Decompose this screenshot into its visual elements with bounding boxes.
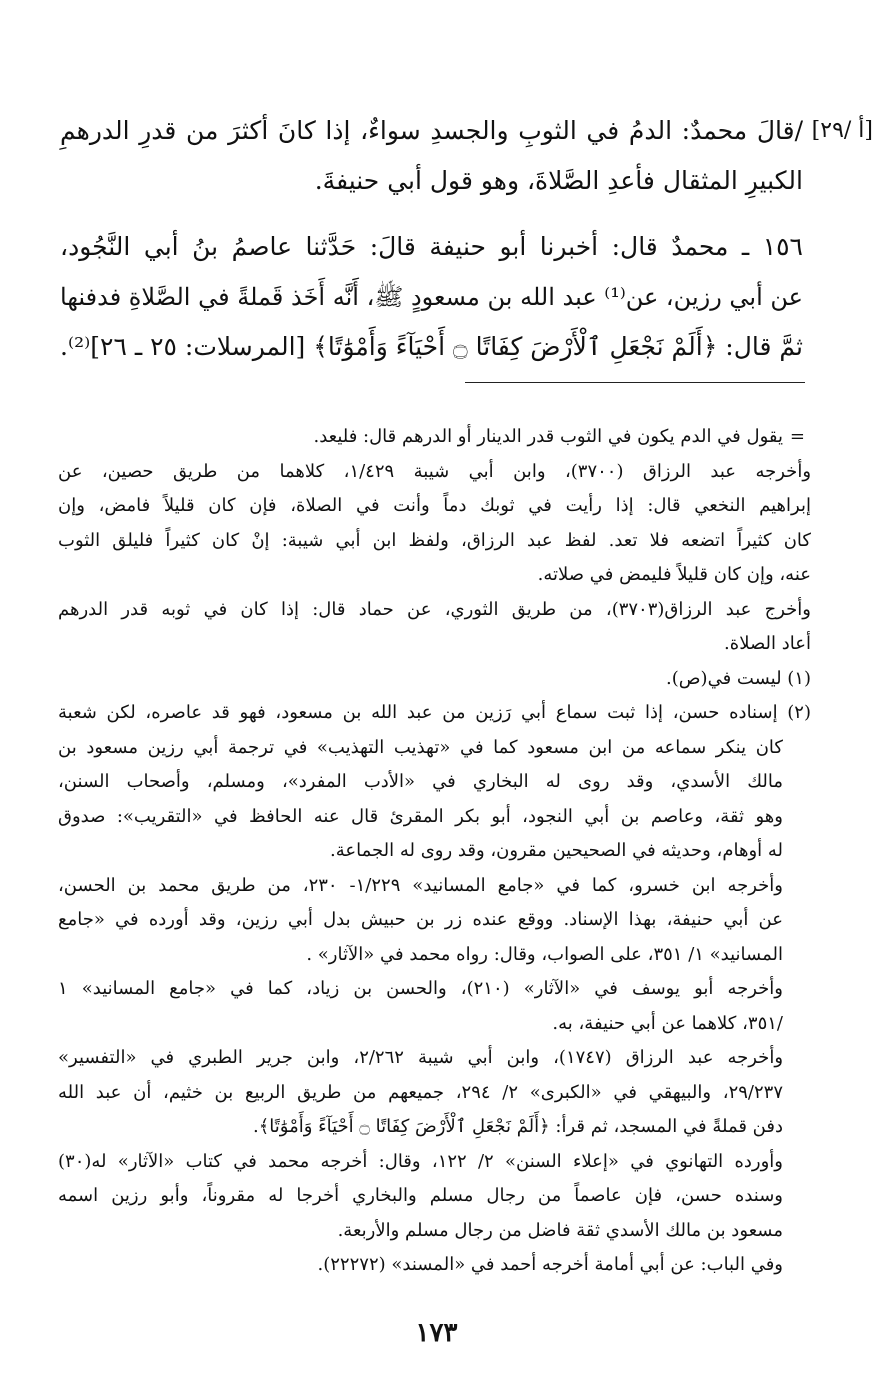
- footnote-line: وأخرجه أبو يوسف في «الآثار» (٢١٠)، والحسن بن زياد، كما في «جامع المسانيد» ١: [58, 978, 783, 999]
- footnote-line: وأخرجه ابن خسرو، كما في «جامع المسانيد» ١/٢٢٩- ٢٣٠، من طريق محمد بن الحسن،: [58, 874, 783, 896]
- footnote-line: كان ينكر سماعه من ابن مسعود كما في «تهذيب التهذيب» في ترجمة أبي رزين مسعود بن: [58, 736, 783, 758]
- footnote-line: وفي الباب: عن أبي أمامة أخرجه أحمد في «المسند» (٢٢٢٧٢).: [317, 1254, 783, 1275]
- footnote-line: مالك الأسدي، وقد روى له البخاري في «الأدب المفرد»، ومسلم، وأصحاب السنن،: [58, 771, 783, 792]
- footnote-line: وأورده التهانوي في «إعلاء السنن» ٢/ ١٢٢، وقال: أخرجه محمد في كتاب «الآثار» له(٣٠): [58, 1150, 783, 1172]
- footnote-line: ٢٩/٢٣٧، والبيهقي في «الكبرى» ٢/ ٢٩٤، جميعهم من طريق الربيع بن خثيم، أن عبد الله: [58, 1081, 783, 1103]
- footnote-line: يقول في الدم يكون في الثوب قدر الدينار أو الدرهم قال: فليعد.: [313, 426, 783, 447]
- hadith-entry-line: ١٥٦ ـ محمدٌ قال: أخبرنا أبو حنيفة قالَ: حَدَّثنا عاصمُ بنُ أبي النَّجُود،: [60, 232, 803, 261]
- footnote-line: إبراهيم النخعي قال: إذا رأيت في ثوبك دماً وأنت في الصلاة، فإن كان قليلاً فامض، وإن: [58, 495, 811, 516]
- footnote-line: كان كثيراً اتضعه فلا تعد. لفظ عبد الرزاق، ولفظ ابن أبي شيبة: إنْ كان كثيراً فليلق الثوب: [58, 529, 811, 551]
- main-line: ثمَّ قال: ﴿أَلَمْ نَجْعَلِ ٱلْأَرْضَ كِفَاتًا ۝ أَحْيَآءً وَأَمْوَٰتًا﴾ [المرسلات: ٢٥ ـ ٢٦]⁽²⁾.: [60, 332, 803, 361]
- footnote-line: وأخرج عبد الرزاق(٣٧٠٣)، من طريق الثوري، عن حماد قال: إذا كان في ثوبه قدر الدرهم: [58, 598, 811, 620]
- main-text: [60, 106, 803, 372]
- footnote-line: وهو ثقة، وعاصم بن أبي النجود، أبو بكر المقرئ قال عنه الحافظ في «التقريب»: صدوق: [58, 805, 783, 827]
- manuscript-folio-marker: [٢٩/ أ]: [811, 118, 873, 143]
- footnote-line: المسانيد» ١/ ٣٥١، على الصواب، وقال: رواه محمد في «الآثار» .: [306, 943, 783, 965]
- footnote-line: وسنده حسن، فإن عاصماً من رجال مسلم والبخاري أخرجا له مقروناً، وأبو رزين اسمه: [58, 1185, 783, 1206]
- main-line: /قالَ محمدٌ: الدمُ في الثوبِ والجسدِ سواءٌ، إذا كانَ أكثرَ من قدرِ الدرهمِ: [60, 116, 803, 145]
- footnote-line: /٣٥١، كلاهما عن أبي حنيفة، به.: [552, 1012, 783, 1034]
- footnote-line: وأخرجه عبد الرزاق (١٧٤٧)، وابن أبي شيبة ٢/٢٦٢، وابن جرير الطبري في «التفسير»: [58, 1047, 784, 1068]
- footnote-line: أعاد الصلاة.: [724, 633, 811, 654]
- footnote-line: وأخرجه عبد الرزاق (٣٧٠٠)، وابن أبي شيبة ١/٤٢٩، كلاهما من طريق حصين، عن: [58, 460, 812, 482]
- footnote-1: (١) ليست في(ص).: [666, 667, 811, 689]
- page-number: ١٧٣: [415, 1318, 458, 1348]
- footnote-line: عن أبي حنيفة، بهذا الإسناد. ووقع عنده زر بن حبيش بدل أبي رزين، وقد أورده في «جامع: [58, 909, 783, 930]
- footnote-line: مسعود بن مالك الأسدي ثقة فاضل من رجال مسلم والأربعة.: [337, 1219, 783, 1241]
- main-line: عن أبي رزين، عن⁽¹⁾ عبد الله بن مسعودٍ ﷺ، أَنَّه أَخَذ قَملةً في الصَّلاةِ فدفنها: [60, 283, 803, 311]
- footnote-line: له أوهام، وحديثه في الصحيحين مقرون، وقد روى له الجماعة.: [330, 840, 783, 861]
- footnote-line: دفن قملةً في المسجد، ثم قرأ: ﴿أَلَمْ نَجْعَلِ ٱلْأَرْضَ كِفَاتًا ۝ أَحْيَآءً وَأَمْوَٰتًا﴾.: [253, 1116, 783, 1137]
- footnote-line: عنه، وإن كان قليلاً فليمض في صلاته.: [537, 564, 811, 585]
- main-line: الكبيرِ المثقال فأعدِ الصَّلاةَ، وهو قول أبي حنيفةَ.: [314, 166, 803, 195]
- continuation-mark: =: [789, 426, 805, 447]
- footnote-2: (٢) إسناده حسن، إذا ثبت سماع أبي رَزين من عبد الله بن مسعود، فهو قد عاصره، لكن شعبة: [58, 702, 811, 723]
- footnotes: [58, 420, 811, 1283]
- footnote-separator: [465, 382, 805, 383]
